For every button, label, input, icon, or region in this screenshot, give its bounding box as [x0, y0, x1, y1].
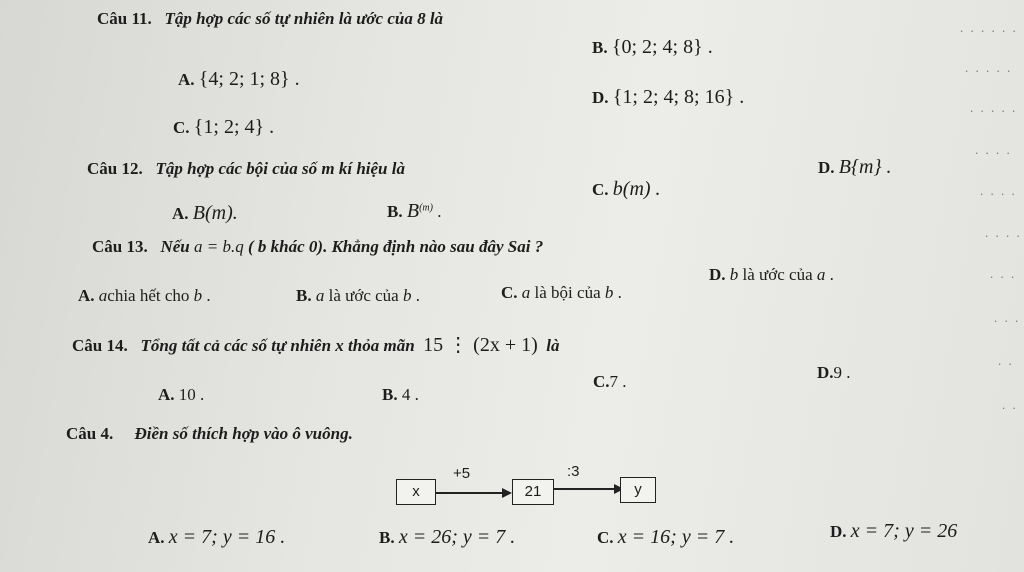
- q12-option-a[interactable]: A. B(m).: [172, 202, 238, 224]
- q4-option-b[interactable]: B. x = 26; y = 7 .: [379, 526, 516, 548]
- q11-option-c-value: {1; 2; 4} .: [193, 116, 275, 138]
- q14-option-a-value: 10 .: [178, 385, 205, 404]
- q14-option-b[interactable]: B. 4 .: [382, 385, 419, 404]
- question-4: [66, 424, 353, 444]
- q4-option-c-value: x = 16; y = 7 .: [617, 526, 735, 548]
- question-11-text: Tập hợp các số tự nhiên là ước của 8 là: [164, 9, 444, 28]
- q14-option-c[interactable]: C.7 .: [593, 372, 627, 391]
- margin-dots: . . .: [994, 310, 1021, 325]
- question-13: Câu 13. Nếu a = b.q ( b khác 0). Khẳng định nào sau đây Sai ?: [92, 237, 544, 256]
- question-12: [87, 159, 405, 179]
- question-11-label: Câu 11.: [97, 9, 152, 28]
- q4-option-c[interactable]: C. x = 16; y = 7 .: [597, 526, 735, 548]
- margin-dots: . .: [1002, 397, 1018, 412]
- question-14-condition: 15 ⋮ (2x + 1): [423, 334, 538, 356]
- diagram-op-plus5: +5: [453, 465, 471, 482]
- q12-option-c-value: b(m) .: [612, 178, 661, 200]
- question-4-text: Điền số thích hợp vào ô vuông.: [134, 424, 353, 443]
- q12-option-b[interactable]: B. $B^{(m)}$ .: [387, 200, 442, 222]
- q14-option-d-value: 9 .: [833, 363, 851, 382]
- q13-option-d[interactable]: D. b là ước của a .: [709, 265, 834, 284]
- margin-dots: . . .: [990, 266, 1017, 281]
- margin-dots: . . . . . .: [960, 20, 1018, 35]
- question-12-text: Tập hợp các bội của số m kí hiệu là: [155, 159, 405, 178]
- q12-option-d[interactable]: D. B{m} .: [818, 156, 892, 178]
- diagram-box-21: 21: [512, 479, 554, 505]
- q4-option-d-value: x = 7; y = 26: [850, 520, 958, 542]
- diagram-arrow-1: [436, 487, 512, 499]
- q12-option-d-value: B{m} .: [838, 156, 892, 178]
- question-14-label: Câu 14.: [72, 336, 128, 355]
- question-13-label: Câu 13.: [92, 237, 148, 256]
- q14-option-c-value: 7 .: [609, 372, 627, 391]
- q14-option-b-value: 4 .: [401, 385, 419, 404]
- q11-option-a-value: {4; 2; 1; 8} .: [198, 68, 300, 90]
- margin-dots: . . . .: [985, 225, 1022, 240]
- q11-option-c[interactable]: C. {1; 2; 4} .: [173, 116, 275, 138]
- q4-option-b-value: x = 26; y = 7 .: [398, 526, 516, 548]
- q4-option-d[interactable]: D. x = 7; y = 26: [830, 520, 958, 542]
- margin-dots: . . . .: [975, 142, 1012, 157]
- q11-option-b[interactable]: B. {0; 2; 4; 8} .: [592, 36, 713, 58]
- q12-option-b-sup: (m): [419, 202, 433, 214]
- q14-option-d[interactable]: D.9 .: [817, 363, 851, 382]
- question-14-text: Tổng tất cả các số tự nhiên x thỏa mãn: [140, 336, 415, 355]
- q11-option-b-value: {0; 2; 4; 8} .: [611, 36, 713, 58]
- question-12-label: Câu 12.: [87, 159, 143, 178]
- question-11: [97, 9, 443, 29]
- q4-option-a[interactable]: A. x = 7; y = 16 .: [148, 526, 286, 548]
- diagram-op-div3: :3: [567, 463, 580, 480]
- q12-option-c[interactable]: C. b(m) .: [592, 178, 661, 200]
- q11-option-d[interactable]: D. {1; 2; 4; 8; 16} .: [592, 86, 745, 108]
- q13-option-b[interactable]: B. a là ước của b .: [296, 286, 420, 305]
- q11-option-d-value: {1; 2; 4; 8; 16} .: [612, 86, 745, 108]
- margin-dots: . . . .: [980, 183, 1017, 198]
- diagram-arrow-2: [554, 483, 624, 495]
- diagram-box-x: x: [396, 479, 436, 505]
- question-4-label: Câu 4.: [66, 424, 114, 443]
- q13-option-c[interactable]: C. a là bội của b .: [501, 283, 622, 302]
- q4-option-a-value: x = 7; y = 16 .: [168, 526, 286, 548]
- q14-option-a[interactable]: A. 10 .: [158, 385, 205, 404]
- margin-dots: . . . . .: [970, 100, 1018, 115]
- q11-option-a[interactable]: A. {4; 2; 1; 8} .: [178, 68, 300, 90]
- question-13-equation: a = b.q: [194, 237, 244, 256]
- margin-dots: . . . . .: [965, 60, 1013, 75]
- margin-dots: . .: [998, 353, 1014, 368]
- diagram-box-y: y: [620, 477, 656, 503]
- q12-option-a-value: B(m).: [192, 202, 238, 224]
- q12-option-b-value: B: [406, 200, 420, 222]
- q13-option-a[interactable]: A. achia hết cho b .: [78, 286, 211, 305]
- question-14: Câu 14. Tổng tất cả các số tự nhiên x thỏa mãn 15 ⋮ (2x + 1) là: [72, 334, 560, 356]
